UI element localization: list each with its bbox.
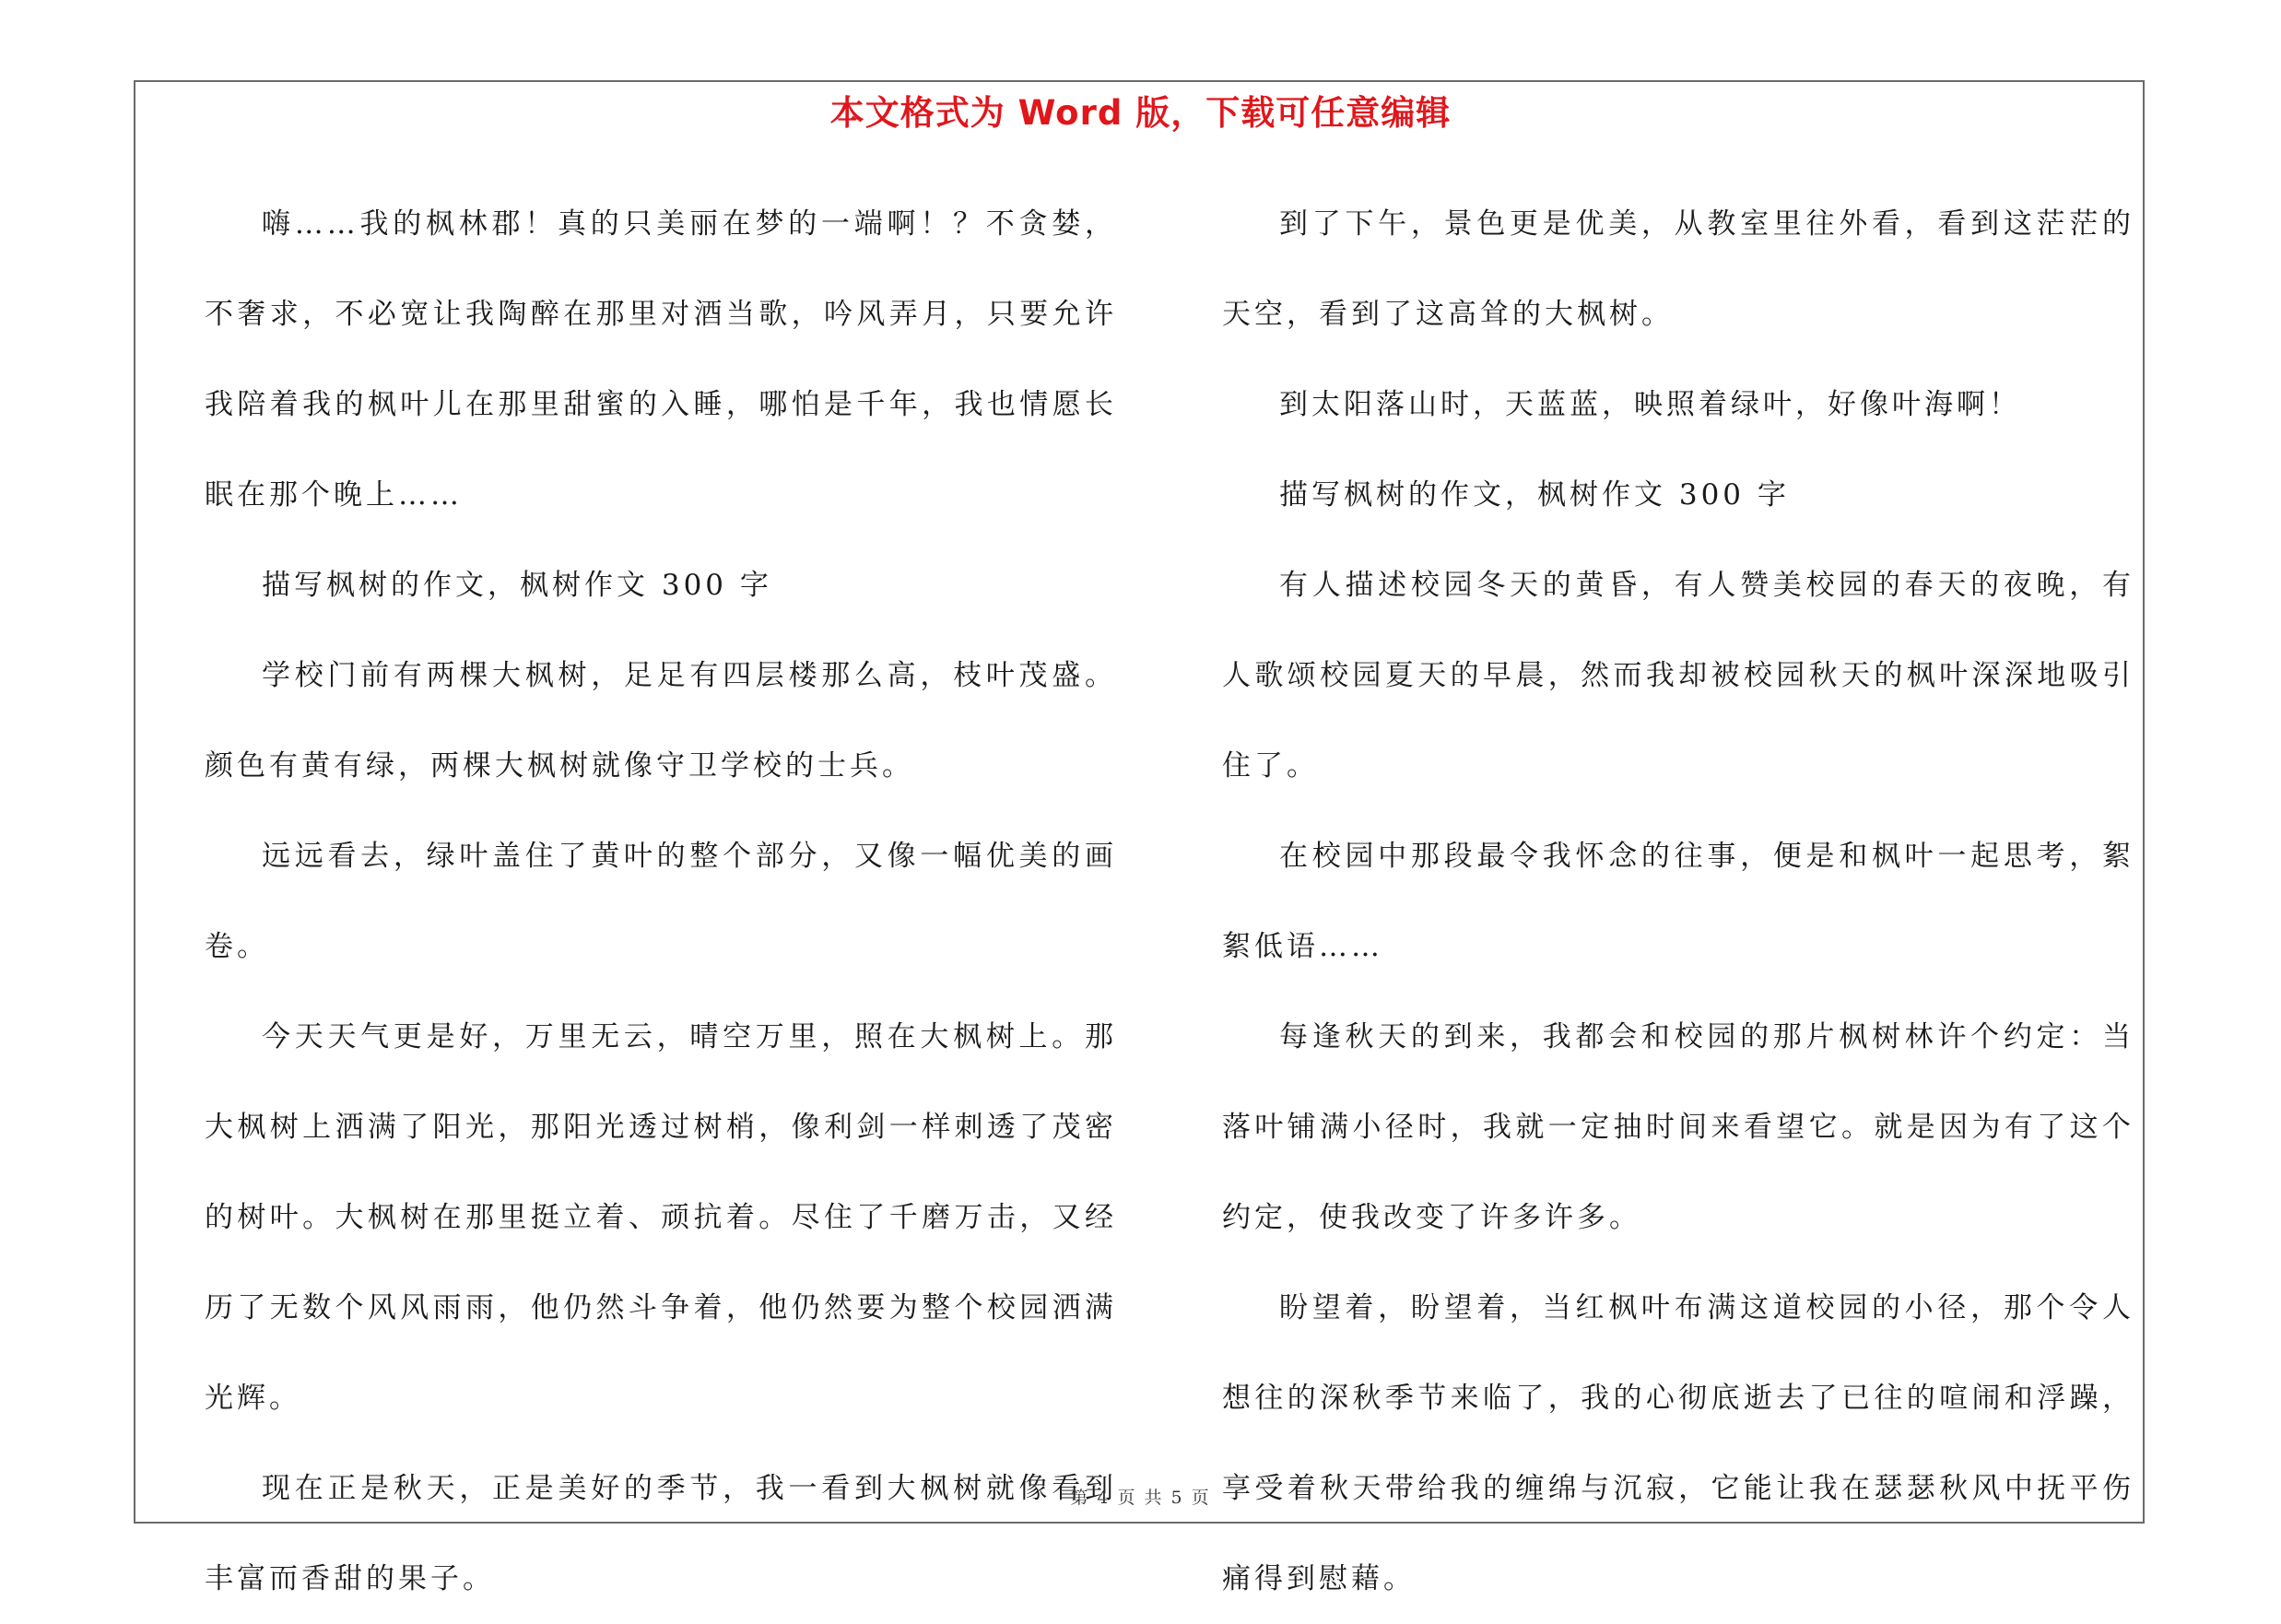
paragraph: 到了下午，景色更是优美，从教室里往外看，看到这茫茫的天空，看到了这高耸的大枫树。 (1222, 207, 2134, 331)
section-title: 描写枫树的作文，枫树作文 300 字 (262, 569, 772, 602)
paragraph: 在校园中那段最令我怀念的往事，便是和枫叶一起思考，絮絮低语…… (1222, 840, 2134, 963)
page-number: 第 4 页 共 5 页 (1070, 1488, 1211, 1508)
left-text-column (205, 179, 1117, 1624)
paragraph: 有人描述校园冬天的黄昏，有人赞美校园的春天的夜晚，有人歌颂校园夏天的早晨，然而我却被校园秋天的枫叶深深地吸引住了。 (1222, 569, 2134, 783)
paragraph: 每逢秋天的到来，我都会和校园的那片枫树林许个约定：当落叶铺满小径时，我就一定抽时间来看望它。就是因为有了这个约定，使我改变了许多许多。 (1222, 1020, 2134, 1234)
right-text-column (1222, 179, 2134, 1624)
paragraph: 远远看去，绿叶盖住了黄叶的整个部分，又像一幅优美的画卷。 (205, 840, 1117, 963)
paragraph: 学校门前有两棵大枫树，足足有四层楼那么高，枝叶茂盛。颜色有黄有绿，两棵大枫树就像守卫学校的士兵。 (205, 659, 1117, 783)
section-title: 描写枫树的作文，枫树作文 300 字 (1279, 478, 1790, 512)
paragraph: 现在正是秋天，正是美好的季节，我一看到大枫树就像看到丰富而香甜的果子。 (205, 1472, 1117, 1595)
paragraph: 今天天气更是好，万里无云，晴空万里，照在大枫树上。那大枫树上洒满了阳光，那阳光透过树梢，像利剑一样刺透了茂密的树叶。大枫树在那里挺立着、顽抗着。尽住了千磨万击，又经历了无数个风风雨雨，他仍然斗争着，他仍然要为整个校园洒满光辉。 (205, 1020, 1117, 1415)
paragraph: 嗨……我的枫林郡！真的只美丽在梦的一端啊！？不贪婪，不奢求，不必宽让我陶醉在那里对酒当歌，吟风弄月，只要允许我陪着我的枫叶儿在那里甜蜜的入睡，哪怕是千年，我也情愿长眠在那个晚上…… (205, 207, 1117, 512)
word-format-banner: 本文格式为 Word 版，下载可任意编辑 (829, 93, 1452, 133)
paragraph: 盼望着，盼望着，当红枫叶布满这道校园的小径，那个令人想往的深秋季节来临了，我的心彻底逝去了已往的喧闹和浮躁，享受着秋天带给我的缠绵与沉寂，它能让我在瑟瑟秋风中抚平伤痛得到慰藉。 (1222, 1291, 2134, 1595)
paragraph: 到太阳落山时，天蓝蓝，映照着绿叶，好像叶海啊！ (1279, 388, 2021, 421)
